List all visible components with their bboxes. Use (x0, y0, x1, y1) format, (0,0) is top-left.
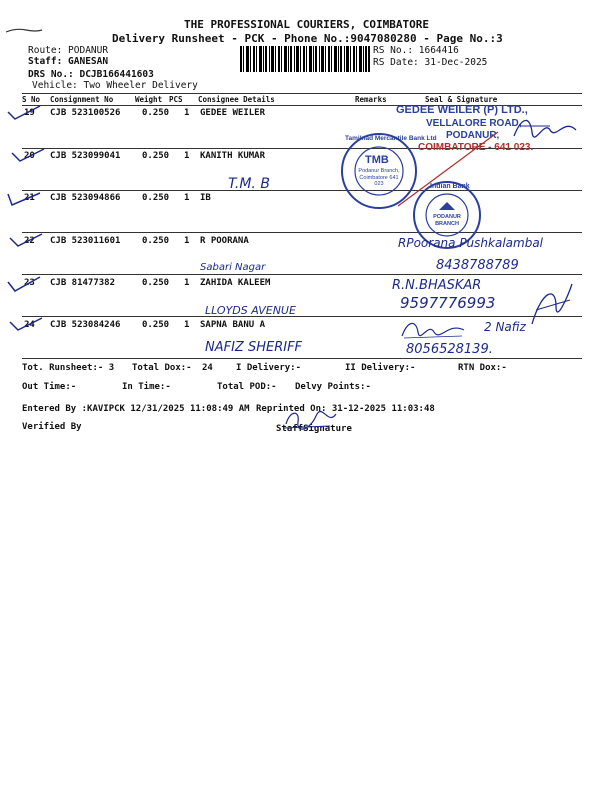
row-consignment: CJB 523084246 (50, 320, 121, 330)
col-consignment: Consignment No (50, 95, 114, 104)
row-weight: 0.250 (142, 193, 170, 203)
signature-phone: 9597776993 (400, 294, 496, 312)
row-pcs: 1 (184, 108, 190, 118)
row-consignment: CJB 523100526 (50, 108, 121, 118)
row-sno: 24 (24, 320, 35, 330)
col-remarks: Remarks (355, 95, 387, 104)
seal-ring-text: Tamilnad Mercantile Bank Ltd (345, 135, 437, 142)
checkmark-icon (8, 232, 44, 250)
stamp-text: GEDEE WEILER (P) LTD., (396, 104, 528, 116)
row-divider (22, 232, 582, 233)
runsheet-subtitle: Delivery Runsheet - PCK - Phone No.:9047080280 - Page No.:3 (112, 32, 503, 45)
row-weight: 0.250 (142, 151, 170, 161)
delvy-points: Delvy Points:- (295, 382, 371, 392)
row-consignee: SAPNA BANU A (200, 320, 266, 330)
row-consignment: CJB 523094866 (50, 193, 121, 203)
signature-name: 2 Nafiz (484, 320, 526, 334)
signature (526, 280, 576, 330)
row-divider (22, 316, 582, 317)
tot-runsheet: Tot. Runsheet:- 3 (22, 363, 115, 373)
row-consignee: IB (200, 193, 211, 203)
signature (510, 112, 580, 144)
handwritten-note: LLOYDS AVENUE (205, 304, 296, 317)
seal-inner-text: PODANUR BRANCH (433, 214, 461, 227)
row-consignment: CJB 523099041 (50, 151, 121, 161)
checkmark-icon (6, 274, 42, 294)
rs-date: RS Date: 31-Dec-2025 (373, 57, 488, 68)
row-sno: 20 (24, 151, 35, 161)
col-seal-signature: Seal & Signature (425, 95, 498, 104)
verified-by: Verified By (22, 422, 82, 432)
row-sno: 22 (24, 236, 35, 246)
handwritten-note: NAFIZ SHERIFF (205, 340, 303, 355)
checkmark-icon (8, 316, 44, 334)
stamp-text: PODANUR, (446, 130, 500, 141)
pen-scribble (4, 24, 44, 38)
company-title: THE PROFESSIONAL COURIERS, COIMBATORE (184, 18, 430, 31)
seal-ring-text: Indian Bank (430, 183, 470, 190)
col-weight: Weight (135, 95, 163, 104)
row-sno: 19 (24, 108, 35, 118)
row-sno: 21 (24, 193, 35, 203)
col-sno: S No (22, 95, 41, 104)
header-top-rule (22, 93, 582, 94)
checkmark-icon (6, 190, 42, 208)
total-dox-value: 24 (202, 363, 213, 373)
signature (398, 318, 468, 342)
row-consignee: R POORANA (200, 236, 249, 246)
row-consignee: GEDEE WEILER (200, 108, 266, 118)
route-label: Route: PODANUR (28, 45, 109, 56)
signature (394, 128, 504, 208)
reprinted-on: Reprinted On: 31-12-2025 11:03:48 (256, 404, 435, 414)
row-consignee: ZAHIDA KALEEM (200, 278, 271, 288)
row-pcs: 1 (184, 236, 190, 246)
col-consignee: Consignee Details (198, 95, 275, 104)
i-delivery: I Delivery:- (236, 363, 302, 373)
row-divider (22, 274, 582, 275)
row-consignment: CJB 523011601 (50, 236, 121, 246)
entered-by: Entered By :KAVIPCK 12/31/2025 11:08:49 AM (22, 404, 250, 414)
handwritten-note: T.M. B (228, 176, 270, 192)
checkmark-icon (6, 104, 42, 122)
stamp-text: COIMBATORE - 641 023. (418, 142, 534, 153)
staff-label: Staff: GANESAN (28, 56, 109, 67)
table-bottom-rule (22, 358, 582, 359)
total-dox-label: Total Dox:- (132, 363, 192, 373)
signature-phone: 8056528139. (406, 342, 493, 357)
seal-inner-text: Podanur Branch, Coimbatore 641 023 (358, 168, 400, 187)
signature-name: RPoorana Pushkalambal (398, 236, 544, 250)
row-pcs: 1 (184, 278, 190, 288)
ii-delivery: II Delivery:- (345, 363, 416, 373)
signature-phone: 8438788789 (436, 258, 519, 273)
vehicle-label: Vehicle: Two Wheeler Delivery (32, 80, 198, 91)
row-consignee: KANITH KUMAR (200, 151, 266, 161)
row-weight: 0.250 (142, 108, 170, 118)
total-pod: Total POD:- (217, 382, 277, 392)
rs-number: RS No.: 1664416 (373, 45, 459, 56)
row-weight: 0.250 (142, 278, 170, 288)
in-time: In Time:- (122, 382, 171, 392)
signature-name: R.N.BHASKAR (392, 278, 482, 293)
checkmark-icon (10, 147, 46, 165)
row-weight: 0.250 (142, 236, 170, 246)
row-pcs: 1 (184, 193, 190, 203)
staff-signature-label: StaffSignature (276, 424, 352, 434)
row-pcs: 1 (184, 151, 190, 161)
handwritten-note: Sabari Nagar (200, 262, 266, 273)
barcode (240, 46, 370, 72)
row-weight: 0.250 (142, 320, 170, 330)
tmb-logo: TMB (365, 154, 389, 166)
rtn-dox: RTN Dox:- (458, 363, 507, 373)
signature (280, 408, 340, 434)
drs-number: DRS No.: DCJB166441603 (28, 69, 154, 80)
row-consignment: CJB 81477382 (50, 278, 116, 288)
stamp-text: VELLALORE ROAD, (426, 118, 522, 129)
out-time: Out Time:- (22, 382, 77, 392)
col-pcs: PCS (169, 95, 183, 104)
row-pcs: 1 (184, 320, 190, 330)
row-sno: 23 (24, 278, 35, 288)
